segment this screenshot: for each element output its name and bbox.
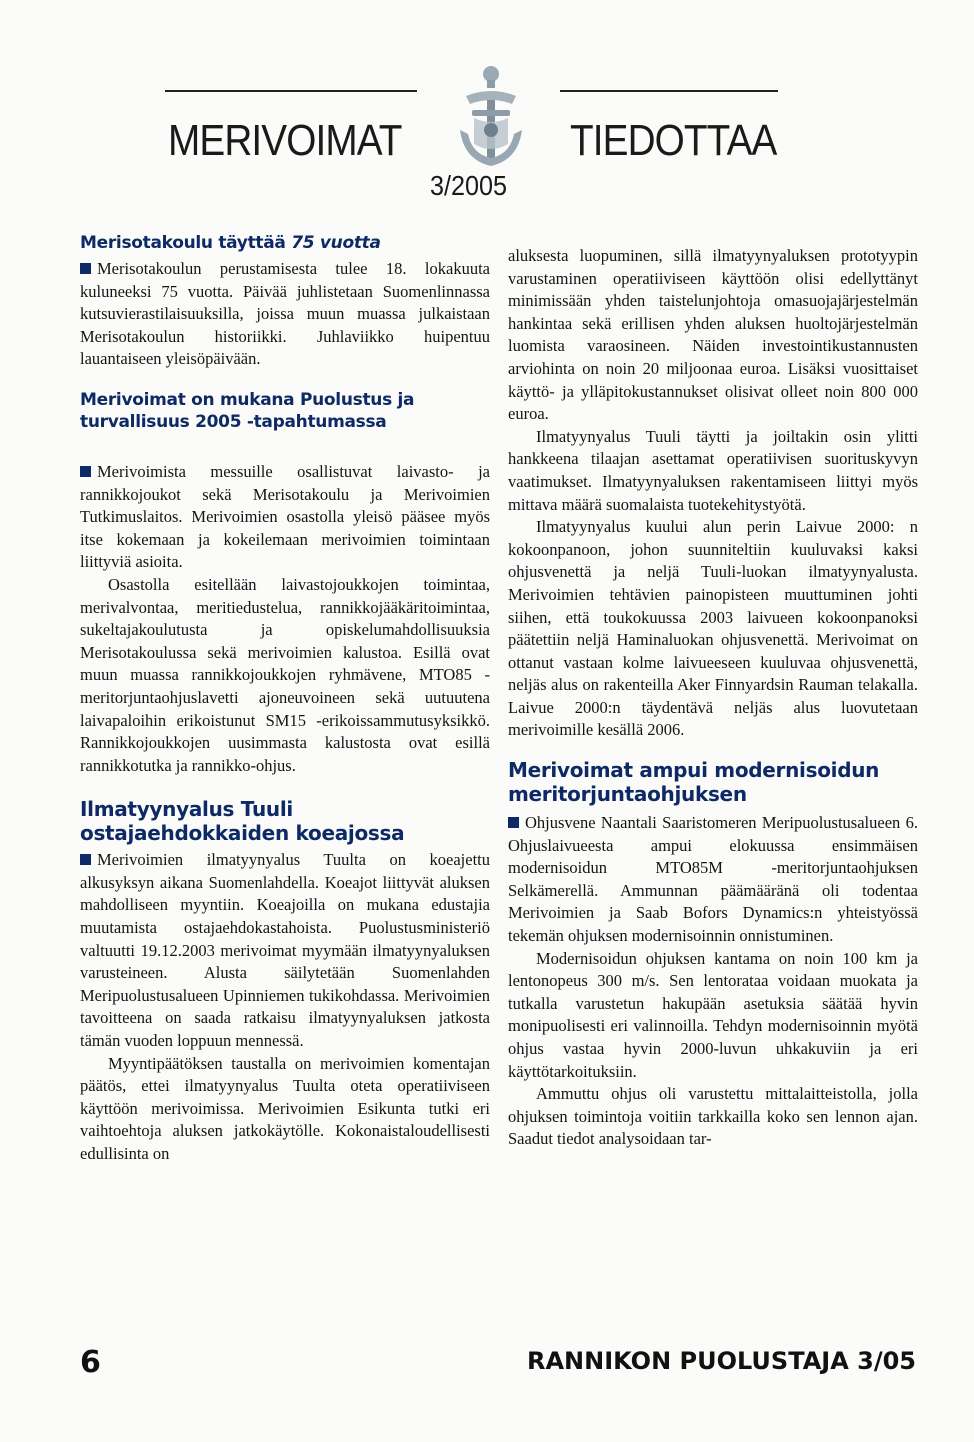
paragraph: Merivoimien ilmatyynyalus Tuulta on koeajettu alkusyksyn aikana Suomenlahdella. Koeajot liittyvät aluksen mahdolliseen myyntiin. Koeajoilla on mukana edustajia muutamista ostajaehdokastahoista. Puolustusministeriö valtuutti 19.12.2003 merivoimat myymään ilmatyynyaluksen varusteineen. Alusta säilytetään Suomenlahden Meripuolustusalueen Upinniemen tukikohdassa. Merivoimien tavoitteena on saada ratkaisu ilmatyynyaluksen jatkosta tämän vuoden loppuun mennessä. — [80, 850, 490, 1051]
paragraph: Ammuttu ohjus oli varustettu mittalaitteistolla, jolla ohjuksen toimintoja voitiin tarkkailla koko sen lennon ajan. Saadut tiedot analysoidaan tar- — [508, 1084, 918, 1149]
paragraph: Ilmatyynyalus kuului alun perin Laivue 2000: n kokoonpanoon, johon suunniteltiin kuuluvaksi kaksi ohjusvenettä ja neljä Tuuli-luokan ilmatyynyalusta. Merivoimien tehtävien painopisteen muuttuminen johti siihen, että toukokuussa 2003 laivueen kokoonpanoksi päätettiin neljä Haminaluokan ohjusvenettä. Merivoimat on ottanut vastaan kolme laivueeseen kuuluvaa ohjusvenettä, neljäs alus on rakenteilla Aker Finnyardsin Rauman telakalla. Laivue 2000:n täydentävä neljäs alus luovutetaan merivoimille kesällä 2006. — [508, 517, 918, 740]
heading-emphasis: 75 vuotta — [291, 233, 381, 253]
navy-anchor-emblem-icon — [446, 60, 536, 180]
paragraph: Myyntipäätöksen taustalla on merivoimien komentajan päätös, ettei ilmatyynyalus Tuulta oteta operatiiviseen käyttöön merivoimissa. Merivoimien Esikunta tutki eri vaihtoehtoja aluksen jatkokäytölle. Kokonaistaloudellisesti edullisinta on — [80, 1053, 490, 1163]
paragraph: Merisotakoulun perustamisesta tulee 18. lokakuuta kuluneeksi 75 vuotta. Päivää juhlistetaan Suomenlinnassa kutsuvierastilaisuuksilla, joissa muun muassa julkaistaan Merisotakoulun historiikki. Juhlaviikko huipentuu lauantaiseen yleisöpäivään. — [80, 259, 490, 369]
section-heading-ohjus: Merivoimat ampui modernisoidun meritorjuntaohjuksen — [508, 758, 880, 807]
masthead-rule-right — [560, 90, 778, 92]
page-number: 6 — [80, 1345, 101, 1380]
bullet-square-icon — [80, 854, 91, 865]
section-heading-ilmatyynyalus: Ilmatyynyalus Tuuli ostajaehdokkaiden koeajossa — [80, 797, 405, 846]
masthead-rule-left — [165, 90, 417, 92]
masthead-title-right: TIEDOTTAA — [570, 116, 777, 165]
section-heading-puolustus: Merivoimat on mukana Puolustus ja turvallisuus 2005 -tapahtumassa — [80, 389, 415, 432]
masthead-title-left: MERIVOIMAT — [168, 116, 402, 165]
paragraph: Ohjusvene Naantali Saaristomeren Meripuolustusalueen 6. Ohjuslaivueesta ampui elokuussa ensimmäisen modernisoidun MTO85M -meritorjuntaohjuksen Selkämerellä. Ammunnan päämääränä oli todentaa Merivoimien ja Saab Bofors Dynamics:n yhteistyössä tekemän ohjuksen modernisoinnin onnistuminen. — [508, 813, 918, 946]
right-column — [508, 245, 918, 1151]
publication-title: RANNIKON PUOLUSTAJA 3/05 — [526, 1347, 916, 1375]
bullet-square-icon — [508, 817, 519, 828]
section-heading-merisotakoulu — [80, 232, 490, 254]
paragraph: Merivoimista messuille osallistuvat laivasto- ja rannikkojoukot sekä Merisotakoulu ja Merivoimien Tutkimuslaitos. Merivoimien osastolla yleisö pääsee myös itse kokemaan ja kokeilemaan merivoimien toimintaan liittyviä asioita. — [80, 461, 490, 572]
paragraph: Ilmatyynyalus Tuuli täytti ja joiltakin osin ylitti hankkeena tilaajan asettamat operatiivisen suorituskyvyn vaatimukset. Ilmatyynyaluksen rakentamiseen liittyi myös mittava määrä suomalaista tuotekehitystyötä. — [508, 426, 918, 514]
bullet-square-icon — [80, 466, 91, 477]
paragraph: Osastolla esitellään laivastojoukkojen toimintaa, merivalvontaa, meritiedustelua, rannikkojääkäritoimintaa, sukeltajakoulutusta ja opiskelumahdollisuuksia Merisotakoulussa sekä merivoimien kalustoa. Esillä ovat muun muassa rannikkojoukkojen ryhmävene, MTO85 -meritorjuntaohjuslavetti ajoneuvoineen sekä uutuutena laivapaloihin erikoistunut SM15 -erikoissammutusyksikkö. Rannikkojoukkojen uusimmasta kalustosta ovat esillä rannikkotutka ja rannikko-ohjus. — [80, 574, 490, 775]
paragraph: Modernisoidun ohjuksen kantama on noin 100 km ja lentonopeus 300 m/s. Sen lentorataa voidaan muokata ja tutkalla varustetun hakupään asetuksia säätää hyvin monipuolisesti eri valinnoilla. Tehdyn modernisoinnin myötä ohjus vastaa hyvin 2000-luvun uhkakuviin ja eri käyttötarkoituksiin. — [508, 948, 918, 1081]
heading-text: Merisotakoulu täyttää — [80, 233, 286, 253]
left-column — [80, 232, 490, 1166]
bullet-square-icon — [80, 263, 91, 274]
paragraph: aluksesta luopuminen, sillä ilmatyynyaluksen prototyypin varustaminen operatiiviseen käyttöön olisi edellyttänyt minimissään yhden taistelunjohtoja omasuojajärjestelmän hankintaa sekä erillisen yhden aluksen huoltojärjestelmän luomista varaosineen. Näiden investointikustannusten arviohinta on noin 20 miljoonaa euroa. Lisäksi vuosittaiset käyttö- ja ylläpitokustannukset olisivat olleet noin 800 000 euroa. — [508, 246, 918, 424]
masthead — [0, 0, 974, 210]
issue-number: 3/2005 — [430, 170, 508, 201]
